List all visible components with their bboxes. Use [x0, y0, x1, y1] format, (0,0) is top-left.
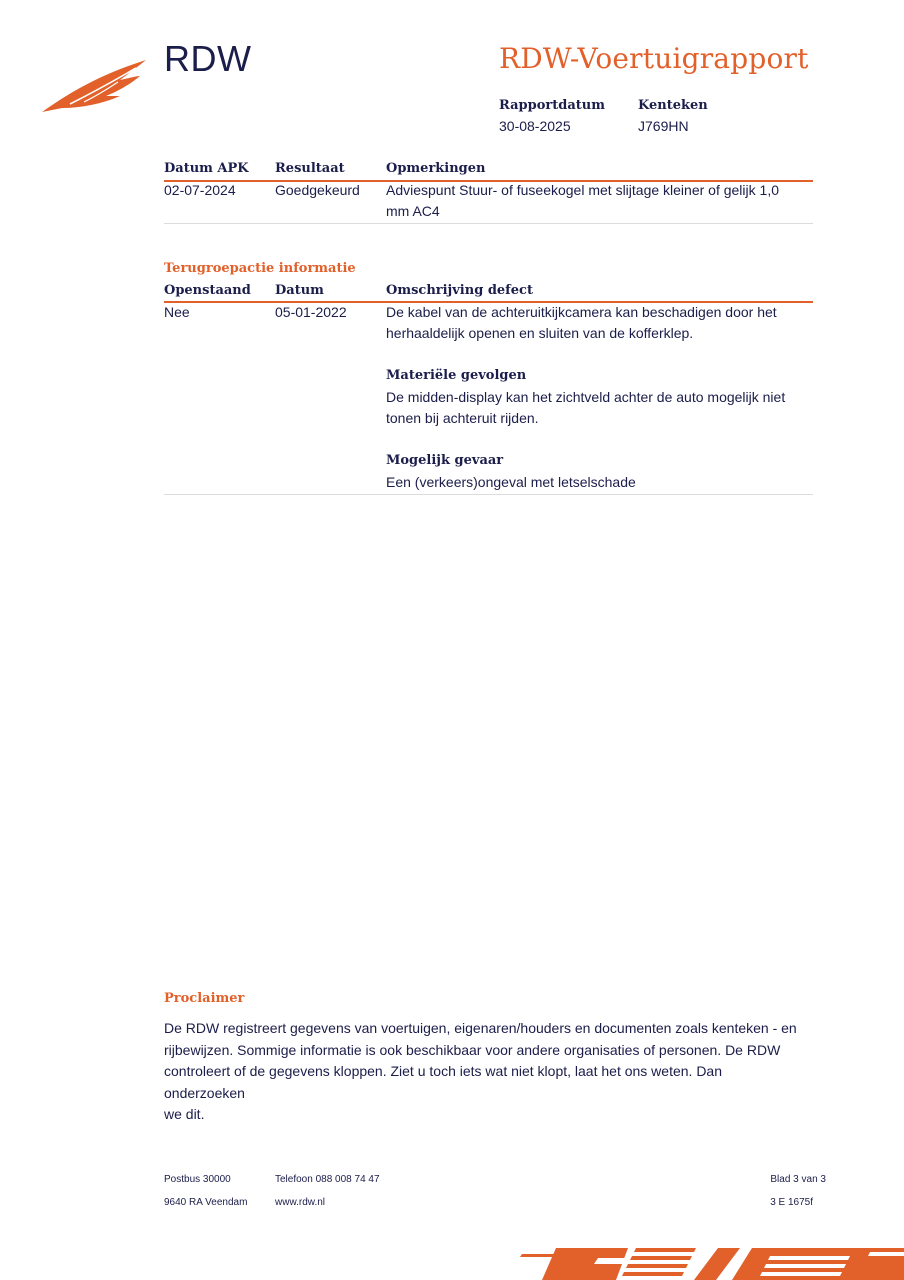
recall-gevolgen-title: Materiële gevolgen — [386, 368, 527, 383]
proclaimer-line: De RDW registreert gegevens van voertuigen, eigenaren/houders en documenten zoals kenteken - en — [164, 1020, 797, 1036]
proclaimer-line: we dit. — [164, 1106, 205, 1122]
logo-text: RDW — [164, 38, 252, 79]
recall-defect-line: De kabel van de achteruitkijkcamera kan beschadigen door het — [386, 304, 777, 320]
recall-header-omschrijving: Omschrijving defect — [386, 283, 533, 298]
orange-stripes-icon — [520, 1244, 904, 1280]
footer-telefoon: Telefoon 088 008 74 47 — [275, 1174, 380, 1185]
proclaimer-text — [164, 1018, 804, 1126]
kenteken-value: J769HN — [638, 118, 689, 134]
apk-opmerking-line: mm AC4 — [386, 203, 440, 219]
recall-defect-line: herhaaldelijk openen en sluiten van de kofferklep. — [386, 325, 694, 341]
recall-gevolgen-line: tonen bij achteruit rijden. — [386, 410, 539, 426]
proclaimer-line: controleert of de gegevens kloppen. Ziet u toch iets wat niet klopt, laat het ons weten. Dan onderzoeken — [164, 1063, 723, 1101]
recall-row-rule — [164, 494, 813, 495]
apk-opmerking-line: Adviespunt Stuur- of fuseekogel met slijtage kleiner of gelijk 1,0 — [386, 182, 779, 198]
rapportdatum-label: Rapportdatum — [499, 98, 605, 113]
rdw-feather-logo-icon — [40, 58, 150, 116]
apk-resultaat: Goedgekeurd — [275, 182, 360, 198]
apk-header-datum: Datum APK — [164, 161, 249, 176]
footer-website[interactable]: www.rdw.nl — [275, 1197, 326, 1208]
apk-row-rule — [164, 223, 813, 224]
recall-gevolgen-line: De midden-display kan het zichtveld achter de auto mogelijk niet — [386, 389, 786, 405]
rapportdatum-value: 30-08-2025 — [499, 118, 571, 134]
footer-code: 3 E 1675f — [770, 1197, 813, 1208]
footer-postbus: Postbus 30000 — [164, 1174, 231, 1185]
recall-header-openstaand: Openstaand — [164, 283, 251, 298]
recall-openstaand: Nee — [164, 304, 190, 320]
recall-section-title: Terugroepactie informatie — [164, 261, 356, 276]
apk-datum: 02-07-2024 — [164, 182, 236, 198]
apk-header-opmerkingen: Opmerkingen — [386, 161, 486, 176]
footer-page-number: Blad 3 van 3 — [770, 1174, 826, 1185]
footer-postcode: 9640 RA Veendam — [164, 1197, 248, 1208]
kenteken-label: Kenteken — [638, 98, 708, 113]
report-title: RDW-Voertuigrapport — [499, 42, 809, 75]
recall-gevaar-title: Mogelijk gevaar — [386, 453, 504, 468]
recall-gevaar-line: Een (verkeers)ongeval met letselschade — [386, 474, 636, 490]
recall-datum: 05-01-2022 — [275, 304, 347, 320]
apk-header-resultaat: Resultaat — [275, 161, 345, 176]
recall-header-datum: Datum — [275, 283, 324, 298]
proclaimer-line: rijbewijzen. Sommige informatie is ook beschikbaar voor andere organisaties of personen. De RDW — [164, 1041, 781, 1058]
proclaimer-title: Proclaimer — [164, 991, 245, 1006]
